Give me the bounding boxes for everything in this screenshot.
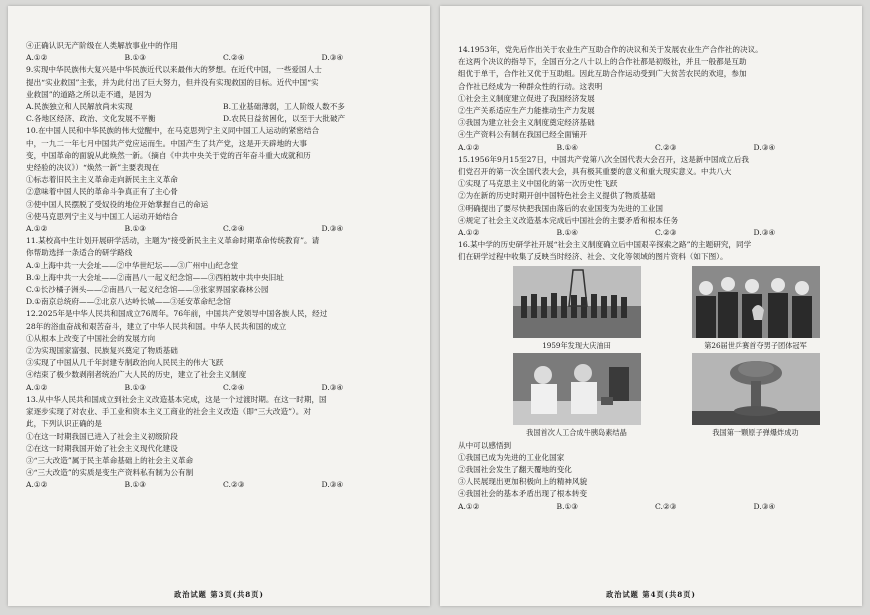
q14-item: ④生产资料公有制在我国已经全面铺开 — [458, 130, 588, 140]
q15-options — [458, 227, 852, 239]
q12-item: ④结束了极少数剥削者统治广大人民的历史，建立了社会主义制度 — [26, 370, 247, 380]
q15-item: ④规定了社会主义改造基本完成后中国社会的主要矛盾和根本任务 — [458, 215, 679, 225]
photo-caption: 我国第一颗原子弹爆炸成功 — [712, 427, 799, 437]
q16-item: ③人民展现出更加积极向上的精神风貌 — [458, 477, 588, 487]
q13-item: ①在这一时期我国已进入了社会主义初级阶段 — [26, 431, 178, 441]
q16-item: ①我国已成为先进的工业化国家 — [458, 452, 565, 462]
q16-option-a[interactable]: A.①② — [458, 501, 480, 511]
right-column — [458, 44, 852, 513]
q13-stem-line: 此，下列认识正确的是 — [26, 419, 102, 429]
q14-option-b[interactable]: B.①④ — [556, 142, 579, 152]
q12-option-c[interactable]: C.②④ — [223, 382, 245, 392]
q8-option-b[interactable]: B.①③ — [124, 53, 147, 63]
photo-caption: 1959年发现大庆油田 — [542, 340, 611, 350]
q16-lead: 从中可以感悟到 — [458, 440, 512, 450]
q10-stem-line: 史经验的决议》）“焕然一新”主要表现在 — [26, 163, 160, 173]
photo-table-tennis — [671, 266, 840, 351]
q14-item: ②生产关系适应生产力能推动生产力发展 — [458, 106, 595, 116]
q11-option-c[interactable]: C.①长沙橘子洲头——②南昌八一起义纪念馆——③张家界国家森林公园 — [26, 285, 269, 295]
q14-option-d[interactable]: D.③④ — [753, 142, 776, 152]
q9-stem-line: 9.实现中华民族伟大复兴是中华民族近代以来最伟大的梦想。在近代中国，一些爱国人士 — [26, 65, 322, 75]
q10-item: ④使马克思列宁主义与中国工人运动开始结合 — [26, 211, 178, 221]
q13-item: ③“三大改造”属于民主革命基础上的社会主义革命 — [26, 455, 194, 465]
photo-insulin — [492, 353, 661, 438]
q10-option-b[interactable]: B.①③ — [124, 224, 147, 234]
q10-option-a[interactable]: A.①② — [26, 224, 48, 234]
q15-item: ③明确提出了要尽快把我国由落后的农业国变为先进的工业国 — [458, 203, 664, 213]
q12-item: ①从根本上改变了中国社会的发展方向 — [26, 333, 156, 343]
q10-option-c[interactable]: C.②④ — [223, 224, 245, 234]
q15-stem-line: 们党召开的第一次全国代表大会，具有极其重要的意义和重大现实意义。中共八大 — [458, 167, 732, 177]
left-page — [8, 6, 430, 606]
q10-item: ①标志着旧民主主义革命走向新民主主义革命 — [26, 175, 178, 185]
q16-stem-line: 16.某中学的历史研学社开展“社会主义制度确立后中国艰辛探索之路”的主题研究，同学 — [458, 240, 752, 250]
lab-photo — [513, 353, 641, 425]
left-column — [26, 40, 420, 492]
q12-item: ③实现了中国从几千年封建专制政治向人民民主的伟大飞跃 — [26, 358, 224, 368]
q10-options — [26, 223, 420, 235]
page-footer: 政治试题 第4页(共8页) — [606, 590, 696, 599]
q10-option-d[interactable]: D.③④ — [321, 224, 344, 234]
q14-option-c[interactable]: C.②③ — [655, 142, 677, 152]
q13-item: ②在这一时期我国开始了社会主义现代化建设 — [26, 443, 178, 453]
q13-options — [26, 479, 420, 491]
q9-option-a[interactable]: A.民族独立和人民解放尚未实现 — [26, 102, 133, 112]
q13-option-c[interactable]: C.②③ — [223, 480, 245, 490]
q15-item: ②为在新的历史时期开创中国特色社会主义提供了物质基础 — [458, 191, 656, 201]
q11-stem-line: 你帮助选择一条适合的研学路线 — [26, 248, 133, 258]
q11-option-a[interactable]: A.①上海中共一大会址——②中华世纪坛——③广州中山纪念堂 — [26, 260, 239, 270]
q14-stem-line: 14.1953年，党先后作出关于农业生产互助合作的决议和关于发展农业生产合作社的决议。 — [458, 45, 763, 54]
q12-option-b[interactable]: B.①③ — [124, 382, 147, 392]
q14-option-a[interactable]: A.①② — [458, 142, 480, 152]
q9-options-row — [26, 113, 420, 125]
q8-item-4: ④正确认识无产阶级在人类解放事业中的作用 — [26, 41, 178, 50]
q8-option-a[interactable]: A.①② — [26, 53, 48, 63]
q10-stem-line: 10.在中国人民和中华民族的伟大觉醒中，在马克思列宁主义同中国工人运动的紧密结合 — [26, 126, 320, 136]
q15-option-c[interactable]: C.②③ — [655, 228, 677, 238]
q15-option-d[interactable]: D.③④ — [753, 228, 776, 238]
mushroom-cloud-photo — [692, 353, 820, 425]
q13-item: ④“三大改造”的实质是变生产资料私有制为公有制 — [26, 468, 194, 478]
q16-stem-line: 们在研学过程中收集了反映当时经济、社会、文化等领域的图片资料（如下图）。 — [458, 252, 728, 262]
photo-caption: 第26届世乒赛首夺男子团体冠军 — [704, 340, 807, 350]
q14-item: ③我国为建立社会主义制度奠定经济基础 — [458, 118, 595, 128]
q8-options-visible — [26, 52, 420, 64]
q15-stem-line: 15.1956年9月15至27日，中国共产党第八次全国代表大会召开，这是新中国成立后我 — [458, 154, 749, 164]
q8-option-c[interactable]: C.②④ — [223, 53, 245, 63]
q11-stem-line: 11.某校高中生计划开展研学活动，主题为“接受新民主主义革命时期革命传统教育”。请 — [26, 236, 320, 246]
q12-option-d[interactable]: D.③④ — [321, 382, 344, 392]
q13-stem-line: 家逐步实现了对农业、手工业和资本主义工商业的社会主义改造（即“三大改造”）。对 — [26, 407, 311, 417]
right-page — [440, 6, 862, 606]
q16-photo-grid — [458, 264, 852, 440]
q13-option-d[interactable]: D.③④ — [321, 480, 344, 490]
q16-option-d[interactable]: D.③④ — [753, 501, 776, 511]
q9-options-row — [26, 101, 420, 113]
q9-stem-line: 业救国”的道路之所以走不通，是因为 — [26, 89, 152, 99]
q13-stem-line: 13.从中华人民共和国成立到社会主义改造基本完成，这是一个过渡时期。在这一时期，国 — [26, 394, 327, 404]
q16-item: ②我国社会发生了翻天覆地的变化 — [458, 465, 572, 475]
page-footer: 政治试题 第3页(共8页) — [174, 590, 264, 599]
q12-item: ②为实现国家富强、民族复兴奠定了物质基础 — [26, 346, 178, 356]
q12-option-a[interactable]: A.①② — [26, 382, 48, 392]
q14-options — [458, 142, 852, 154]
photo-daqing — [492, 266, 661, 351]
q8-option-d[interactable]: D.③④ — [321, 53, 344, 63]
photo-atomic-bomb — [671, 353, 840, 438]
team-photo — [692, 266, 820, 338]
q14-item: ①社会主义制度建立促进了我国经济发展 — [458, 93, 595, 103]
q12-options — [26, 382, 420, 394]
q9-option-c[interactable]: C.各地区经济、政治、文化发展不平衡 — [26, 114, 156, 124]
q15-option-b[interactable]: B.①④ — [556, 228, 579, 238]
q16-item: ④我国社会的基本矛盾出现了根本转变 — [458, 489, 588, 499]
q16-option-c[interactable]: C.②③ — [655, 501, 677, 511]
q9-stem-line: 提出“实业救国”主张，并为此付出了巨大努力，但并没有实现救国的目标。近代中国“实 — [26, 77, 319, 87]
q14-stem-line: 合作社已经成为一种群众性的行动。这表明 — [458, 81, 603, 91]
q15-option-a[interactable]: A.①② — [458, 228, 480, 238]
q11-option-d[interactable]: D.①南京总统府——②北京八达岭长城——③延安革命纪念馆 — [26, 297, 231, 307]
q14-stem-line: 组优于单干，合作社又优于互助组。因此互助合作运动受到广大贫苦农民的欢迎，参加 — [458, 69, 747, 79]
oilfield-photo — [513, 266, 641, 338]
q16-options — [458, 501, 852, 513]
q10-item: ③使中国人民摆脱了受奴役的地位开始掌握自己的命运 — [26, 199, 209, 209]
q15-item: ①实现了马克思主义中国化的第一次历史性飞跃 — [458, 179, 618, 189]
q12-stem-line: 12.2025年是中华人民共和国成立76周年。76年前，中国共产党领导中国各族人民，经过 — [26, 309, 328, 319]
q13-option-b[interactable]: B.①③ — [124, 480, 147, 490]
q10-stem-line: 变，中国革命的面貌从此焕然一新。（摘自《中共中央关于党的百年奋斗重大成就和历 — [26, 150, 311, 160]
q12-stem-line: 28年的浴血奋战和艰苦奋斗，建立了中华人民共和国。中华人民共和国的成立 — [26, 321, 287, 331]
q10-stem-line: 中，一九二一年七月中国共产党应运而生。中国产生了共产党，这是开天辟地的大事 — [26, 138, 307, 148]
q13-option-a[interactable]: A.①② — [26, 480, 48, 490]
q16-option-b[interactable]: B.①③ — [556, 501, 579, 511]
q11-option-b[interactable]: B.①上海中共一大会址——②南昌八一起义纪念馆——③西柏坡中共中央旧址 — [26, 272, 284, 282]
q10-item: ②意味着中国人民的革命斗争真正有了主心骨 — [26, 187, 178, 197]
q14-stem-line: 在这两个决议的指导下，全国百分之八十以上的合作社都是初级社，并且一般都是互助 — [458, 57, 747, 67]
q9-option-d[interactable]: D.农民日益贫困化，以至于大批破产 — [223, 114, 346, 124]
q9-option-b[interactable]: B.工业基础薄弱，工人阶级人数不多 — [223, 102, 345, 112]
photo-caption: 我国首次人工合成牛胰岛素结晶 — [526, 427, 627, 437]
